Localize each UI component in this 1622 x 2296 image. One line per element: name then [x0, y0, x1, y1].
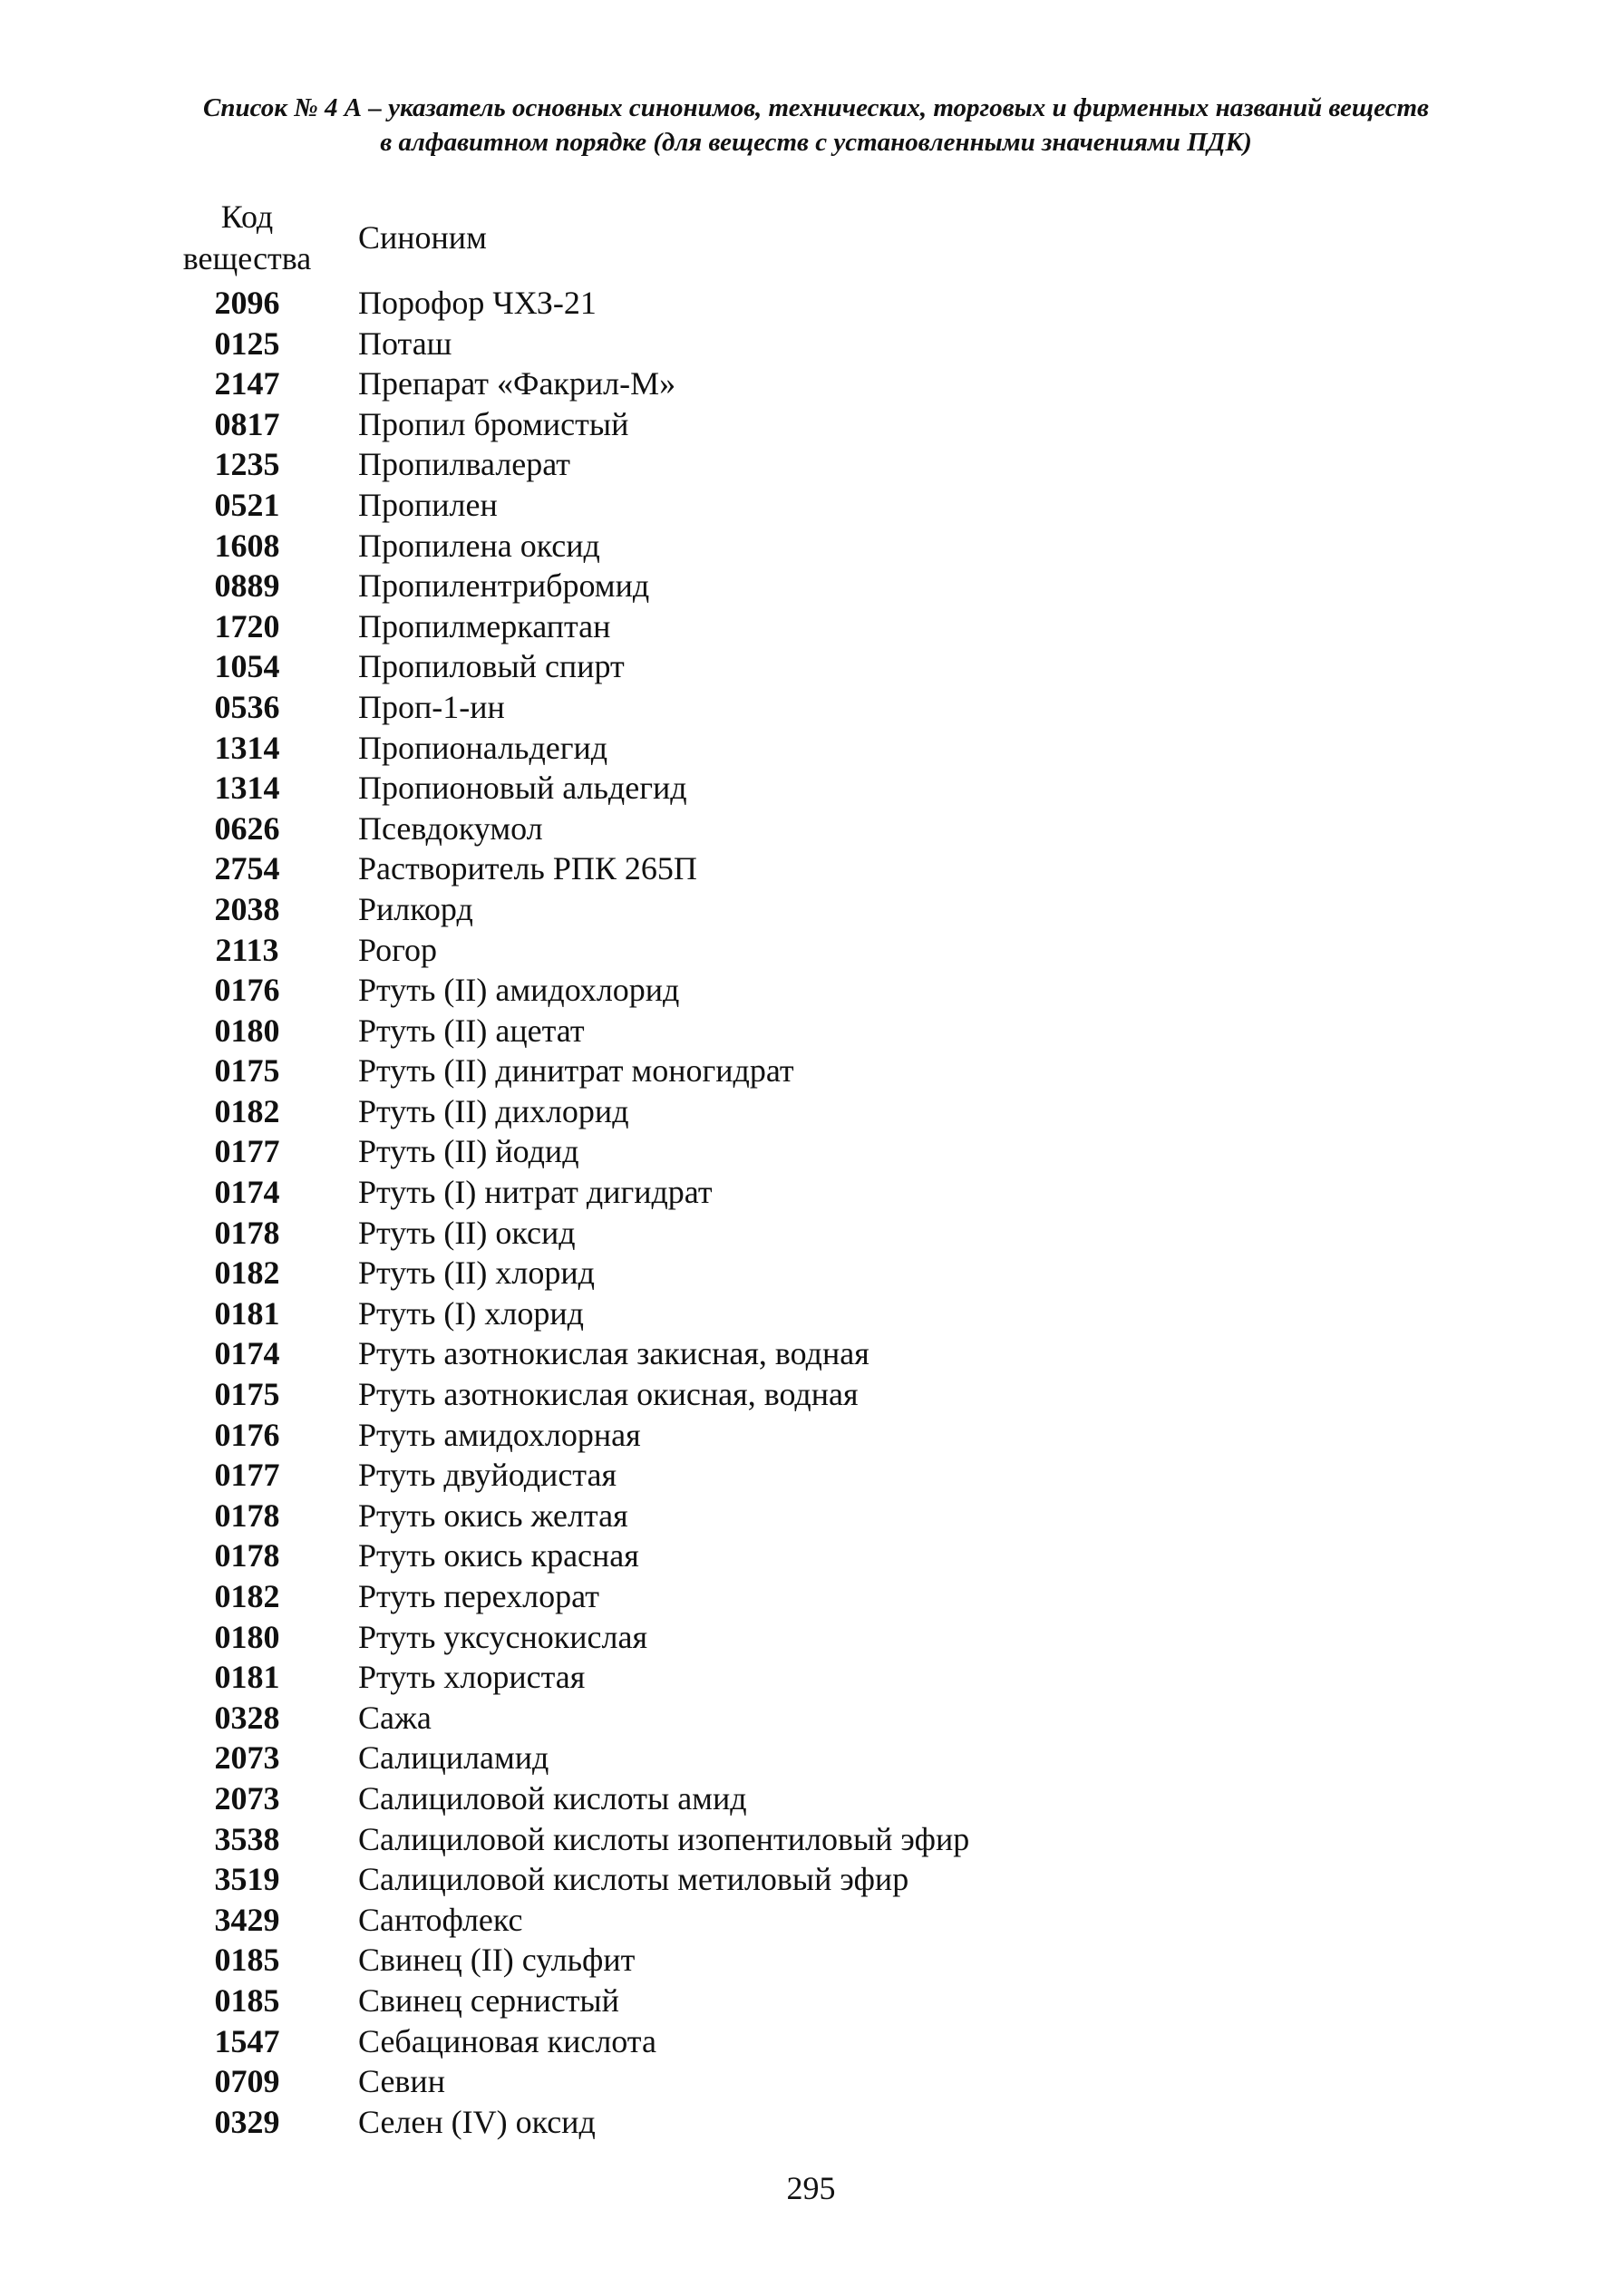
substance-code: 0182: [214, 1092, 280, 1129]
table-row: [163, 930, 1523, 971]
substance-code: 0181: [214, 1659, 280, 1696]
table-row: [163, 1819, 1523, 1860]
substance-code: 0180: [214, 1012, 280, 1049]
table-row: [163, 2021, 1523, 2062]
table-row: [163, 1415, 1523, 1456]
table-row: [163, 1091, 1523, 1132]
substance-code: 3519: [214, 1861, 280, 1898]
table-row: [163, 526, 1523, 567]
table-row: [163, 687, 1523, 728]
substance-code: 0328: [214, 1699, 280, 1736]
substance-code: 0178: [214, 1214, 280, 1251]
table-row: [163, 1455, 1523, 1496]
synonym-text: Салициловой кислоты амид: [358, 1779, 747, 1816]
substance-code: 0177: [214, 1133, 280, 1170]
page-number: 295: [786, 2170, 836, 2206]
synonym-table: [163, 196, 1523, 2142]
table-row: [163, 1213, 1523, 1254]
substance-code: 1547: [214, 2022, 280, 2059]
synonym-text: Ртуть двуйодистая: [358, 1457, 617, 1494]
table-row: [163, 1698, 1523, 1739]
synonym-text: Пропил бромистый: [358, 405, 629, 442]
synonym-text: Сантофлекс: [358, 1901, 523, 1938]
synonym-text: Ртуть уксуснокислая: [358, 1618, 648, 1655]
table-row: [163, 646, 1523, 687]
table-row: [163, 1940, 1523, 1981]
substance-code: 0182: [214, 1255, 280, 1292]
header-code: [163, 196, 331, 279]
table-row: [163, 363, 1523, 404]
synonym-text: Ртуть (II) ацетат: [358, 1012, 585, 1049]
substance-code: 2113: [215, 931, 279, 968]
substance-code: 1054: [214, 648, 280, 685]
substance-code: 0709: [214, 2063, 280, 2100]
table-row: [163, 970, 1523, 1011]
substance-code: 0180: [214, 1618, 280, 1655]
table-body: [163, 283, 1523, 2142]
substance-code: 0817: [214, 405, 280, 442]
synonym-text: Растворитель РПК 265П: [358, 850, 697, 887]
substance-code: 0329: [214, 2103, 280, 2140]
substance-code: 2096: [214, 285, 280, 321]
table-row: [163, 848, 1523, 889]
synonym-text: Свинец сернистый: [358, 1981, 619, 2019]
synonym-text: Пропиональдегид: [358, 729, 608, 766]
table-row: [163, 1859, 1523, 1900]
synonym-text: Пропиловый спирт: [358, 648, 625, 685]
substance-code: 2038: [214, 890, 280, 927]
synonym-text: Ртуть окись красная: [358, 1537, 639, 1574]
table-row: [163, 889, 1523, 930]
synonym-text: Ртуть (II) оксид: [358, 1214, 576, 1251]
substance-code: 0185: [214, 1942, 280, 1979]
synonym-text: Селен (IV) оксид: [358, 2103, 596, 2140]
table-row: [163, 2102, 1523, 2143]
synonym-text: Ртуть амидохлорная: [358, 1416, 641, 1453]
table-row: [163, 1333, 1523, 1374]
substance-code: 3429: [214, 1901, 280, 1938]
table-row: [163, 324, 1523, 364]
synonym-text: Себациновая кислота: [358, 2022, 656, 2059]
table-row: [163, 1131, 1523, 1172]
substance-code: 0177: [214, 1457, 280, 1494]
table-row: [163, 1536, 1523, 1576]
synonym-text: Ртуть (I) нитрат дигидрат: [358, 1174, 713, 1211]
substance-code: 0181: [214, 1294, 280, 1332]
synonym-text: Пропилентрибромид: [358, 567, 650, 605]
substance-code: 0175: [214, 1052, 280, 1090]
synonym-text: Салициловой кислоты метиловый эфир: [358, 1861, 909, 1898]
substance-code: 2073: [214, 1779, 280, 1816]
substance-code: 0521: [214, 486, 280, 523]
table-row: [163, 1738, 1523, 1778]
table-row: [163, 566, 1523, 606]
substance-code: 0178: [214, 1497, 280, 1534]
substance-code: 0889: [214, 567, 280, 605]
substance-code: 0174: [214, 1335, 280, 1372]
table-row: [163, 1051, 1523, 1091]
substance-code: 0175: [214, 1376, 280, 1413]
substance-code: 1608: [214, 527, 280, 564]
table-row: [163, 1011, 1523, 1051]
table-row: [163, 444, 1523, 485]
substance-code: 0182: [214, 1578, 280, 1614]
synonym-text: Ртуть окись желтая: [358, 1497, 628, 1534]
table-row: [163, 404, 1523, 445]
table-row: [163, 1900, 1523, 1941]
table-row: [163, 1172, 1523, 1213]
substance-code: 3538: [214, 1820, 280, 1857]
substance-code: 0125: [214, 325, 280, 362]
synonym-text: Ртуть (I) хлорид: [358, 1294, 584, 1332]
synonym-text: Пропилмеркаптан: [358, 607, 611, 644]
synonym-text: Препарат «Факрил-М»: [358, 365, 676, 402]
synonym-text: Ртуть хлористая: [358, 1659, 586, 1696]
substance-code: 2073: [214, 1739, 280, 1777]
substance-code: 1235: [214, 446, 280, 483]
table-row: [163, 2061, 1523, 2102]
synonym-text: Севин: [358, 2063, 445, 2100]
substance-code: 0536: [214, 688, 280, 725]
substance-code: 0185: [214, 1981, 280, 2019]
synonym-text: Ртуть перехлорат: [358, 1578, 599, 1614]
table-header: [163, 196, 1523, 283]
header-code-line-1: Код: [220, 199, 274, 235]
synonym-text: Ртуть азотнокислая окисная, водная: [358, 1376, 859, 1413]
header-code-line-2: вещества: [182, 240, 312, 276]
title-line-2: в алфавитном порядке (для веществ с установленными значениями ПДК): [380, 128, 1252, 157]
table-row: [163, 1778, 1523, 1819]
synonym-text: Псевдокумол: [358, 809, 543, 847]
table-row: [163, 1981, 1523, 2021]
header-synonym: Синоним: [358, 219, 487, 256]
synonym-text: Рогор: [358, 931, 437, 968]
table-row: [163, 283, 1523, 324]
synonym-text: Ртуть (II) йодид: [358, 1133, 579, 1170]
synonym-text: Порофор ЧХЗ-21: [358, 285, 597, 321]
synonym-text: Пропилена оксид: [358, 527, 600, 564]
substance-code: 0626: [214, 809, 280, 847]
table-row: [163, 1657, 1523, 1698]
synonym-text: Ртуть (II) дихлорид: [358, 1092, 629, 1129]
substance-code: 1314: [214, 729, 280, 766]
synonym-text: Салициламид: [358, 1739, 549, 1777]
synonym-text: Свинец (II) сульфит: [358, 1942, 636, 1979]
synonym-text: Пропилвалерат: [358, 446, 571, 483]
substance-code: 0176: [214, 1416, 280, 1453]
synonym-text: Ртуть (II) хлорид: [358, 1255, 595, 1292]
substance-code: 2147: [214, 365, 280, 402]
synonym-text: Рилкорд: [358, 890, 473, 927]
synonym-text: Сажа: [358, 1699, 432, 1736]
substance-code: 1720: [214, 607, 280, 644]
synonym-text: Проп-1-ин: [358, 688, 505, 725]
synonym-text: Ртуть (II) динитрат моногидрат: [358, 1052, 794, 1090]
substance-code: 2754: [214, 850, 280, 887]
table-row: [163, 1617, 1523, 1658]
substance-code: 1314: [214, 770, 280, 807]
synonym-text: Пропионовый альдегид: [358, 770, 687, 807]
synonym-text: Пропилен: [358, 486, 498, 523]
table-row: [163, 1374, 1523, 1415]
table-row: [163, 1253, 1523, 1293]
synonym-text: Ртуть (II) амидохлорид: [358, 972, 680, 1009]
synonym-text: Салициловой кислоты изопентиловый эфир: [358, 1820, 970, 1857]
table-row: [163, 606, 1523, 647]
table-row: [163, 809, 1523, 849]
substance-code: 0176: [214, 972, 280, 1009]
table-row: [163, 728, 1523, 769]
table-row: [163, 1293, 1523, 1334]
table-row: [163, 485, 1523, 526]
substance-code: 0178: [214, 1537, 280, 1574]
substance-code: 0174: [214, 1174, 280, 1211]
table-row: [163, 1496, 1523, 1536]
title-line-1: Список № 4 А – указатель основных синонимов, технических, торговых и фирменных названий веществ: [203, 93, 1429, 122]
synonym-text: Ртуть азотнокислая закисная, водная: [358, 1335, 869, 1372]
page-title: [91, 91, 1541, 160]
synonym-text: Поташ: [358, 325, 452, 362]
table-row: [163, 768, 1523, 809]
table-row: [163, 1576, 1523, 1617]
